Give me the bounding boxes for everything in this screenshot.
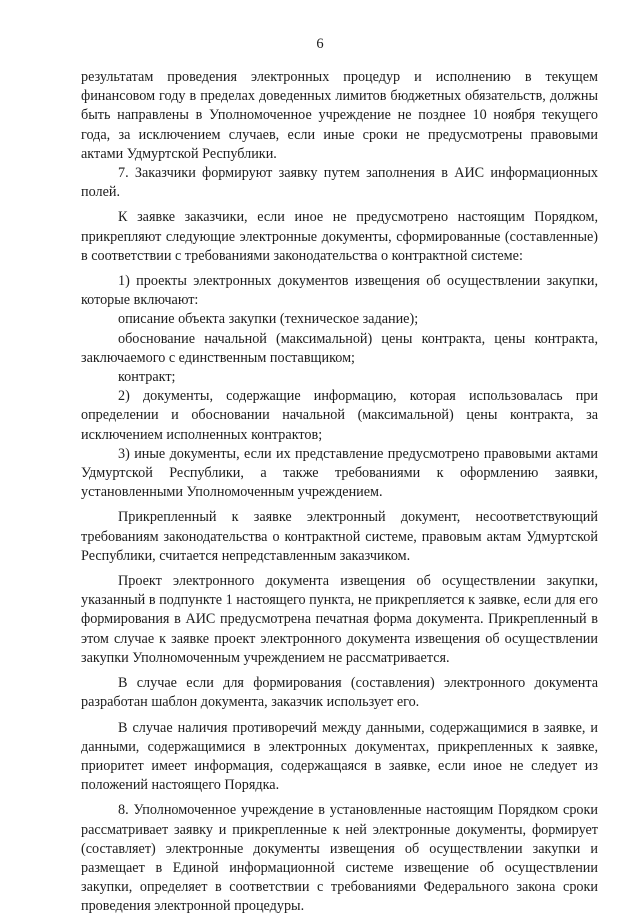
paragraph-subitem-3: 3) иные документы, если их представление предусмотрено правовыми актами Удмуртской Республики, а также требованиями к оформлению заявки, установленными Уполномоченным учреждением. [81, 445, 598, 501]
paragraph-object-description: описание объекта закупки (техническое задание); [118, 311, 419, 328]
paragraph-draft-notice: Проект электронного документа извещения об осуществлении закупки, указанный в подпункте 1 настоящего пункта, не прикрепляется к заявке, если для его формирования в АИС предусмотрена печатная форма документа. Прикрепленный в этом случае к заявке проект электронного документа извещения об осуществлении закупки Уполномоченным учреждением не рассматривается. [81, 573, 598, 666]
document-body [81, 68, 598, 917]
paragraph-nonconforming-document: Прикрепленный к заявке электронный документ, несоответствующий требованиям законодательства о контрактной системе, правовым актам Удмуртской Республики, считается непредставленным заказчиком. [81, 509, 598, 564]
page-number: 6 [316, 36, 324, 52]
paragraph-subitem-2: 2) документы, содержащие информацию, которая использовалась при определении и обосновании начальной (максимальной) цены контракта, за исключением исполненных контрактов; [81, 388, 598, 443]
paragraph-attachments-intro: К заявке заказчики, если иное не предусмотрено настоящим Порядком, прикрепляют следующие электронные документы, сформированные (составленные) в соответствии с требованиями законодательства о контрактной системе: [81, 209, 598, 264]
paragraph-subitem-1: 1) проекты электронных документов извещения об осуществлении закупки, которые включают: [81, 273, 598, 309]
paragraph-item-7: 7. Заказчики формируют заявку путем заполнения в АИС информационных полей. [81, 165, 598, 201]
paragraph-contract: контракт; [118, 369, 176, 386]
paragraph-item-8: 8. Уполномоченное учреждение в установленные настоящим Порядком сроки рассматривает заявку и прикрепленные к ней электронные документы, формирует (составляет) электронные документы извещения об осуществлении закупки и размещает в Единой информационной системе извещение об осуществлении закупки, определяет в соответствии с требованиями Федерального закона сроки проведения электронной процедуры. [81, 802, 598, 915]
paragraph-price-justification: обоснование начальной (максимальной) цены контракта, цены контракта, заключаемого с единственным поставщиком; [81, 330, 598, 366]
paragraph-template: В случае если для формирования (составления) электронного документа разработан шаблон документа, заказчик использует его. [81, 675, 598, 711]
paragraph-continuation: результатам проведения электронных процедур и исполнению в текущем финансовом году в пределах доведенных лимитов бюджетных обязательств, должны быть направлены в Уполномоченное учреждение не позднее 10 ноября текущего года, за исключением случаев, если иные сроки не предусмотрены правовыми актами Удмуртской Республики. [81, 69, 598, 162]
paragraph-contradictions: В случае наличия противоречий между данными, содержащимися в заявке, и данными, содержащимися в электронных документах, прикрепленных к заявке, приоритет имеет информация, содержащаяся в заявке, если иное не следует из положений настоящего Порядка. [81, 719, 598, 794]
